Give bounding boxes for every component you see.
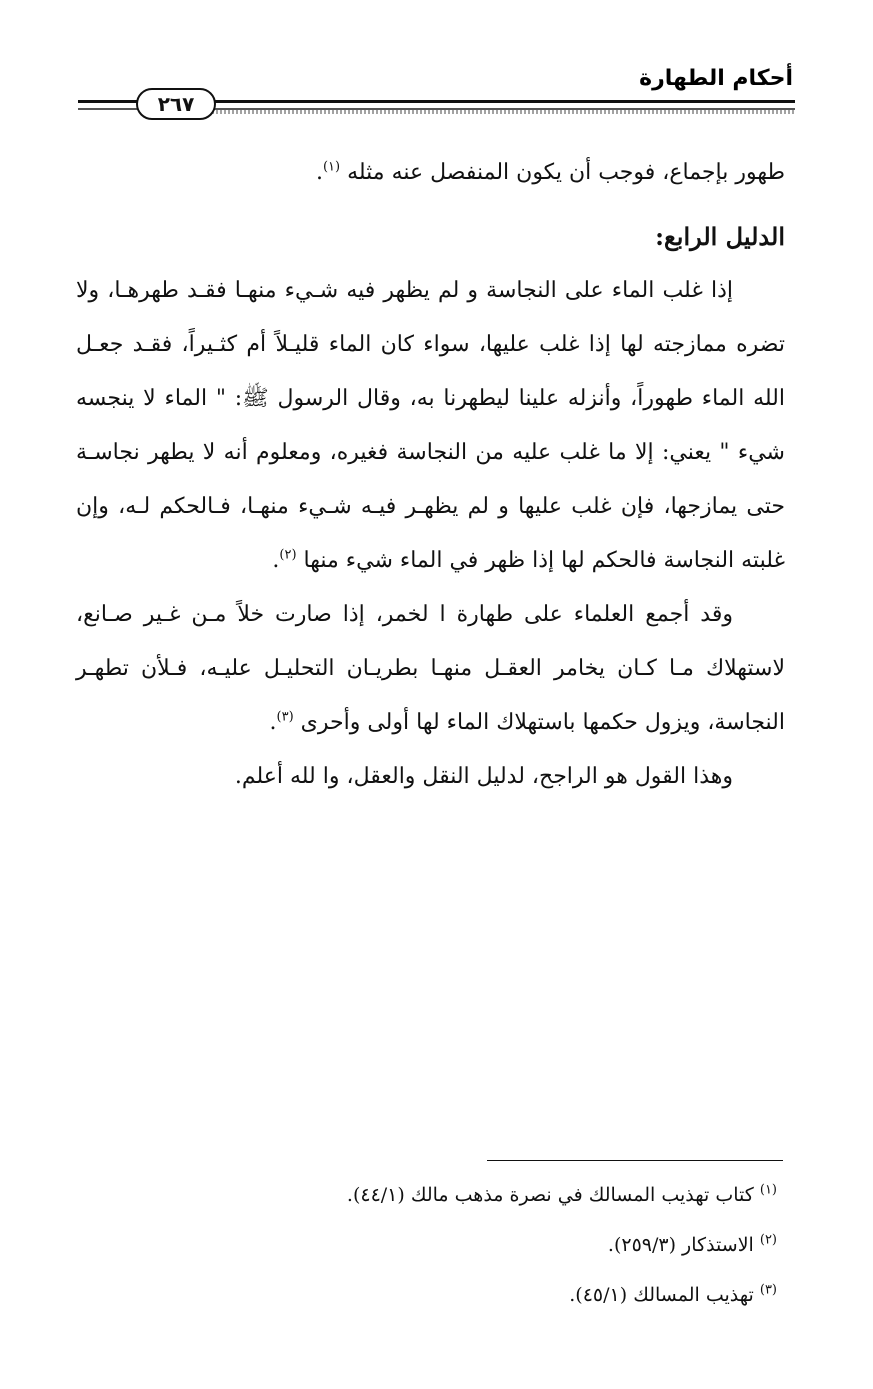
page-number: ٢٦٧ [136,88,216,120]
paragraph-2 [76,588,785,750]
footnote-3 [120,1270,777,1320]
footnote-2-marker: (٢) [759,1232,777,1248]
running-title: أحكام الطهارة [639,66,793,91]
footnote-1-marker: (١) [759,1182,777,1198]
footnote-3-marker: (٣) [759,1282,777,1298]
continuation-paragraph [76,146,785,200]
footnotes [120,1170,777,1320]
footnote-ref-1[interactable]: (١) [322,159,341,175]
paragraph-3: وهذا القول هو الراجح، لدليل النقل والعقل، وا لله أعلم. [234,764,733,789]
footnote-3-text: تهذيب المسالك (٤٥/١). [569,1284,754,1306]
continuation-text: طهور بإجماع، فوجب أن يكون المنفصل عنه مثله [347,160,785,185]
footnote-ref-2[interactable]: (٢) [279,547,297,563]
paragraph-2-text: وقد أجمع العلماء على طهارة ا لخمر، إذا صارت خلاً مـن غـير صـانع، لاستهلاك مـا كـان يخامر العقـل منهـا بطريـان التحليـل عليـه، فـلأن تطهـر النجاسة، ويزول حكمها باستهلاك الماء لها أولى وأحرى [76,602,786,735]
footnote-ref-3[interactable]: (٣) [276,709,294,725]
footnote-2-text: الاستذكار (٢٥٩/٣). [607,1234,754,1256]
paragraph-2-end: . [269,710,277,735]
main-text [76,146,785,804]
paragraph-1-text: إذا غلب الماء على النجاسة و لم يظهر فيه شـيء منهـا فقـد طهرهـا، ولا تضره ممازجته لها إذا غلب عليها، سواء كان الماء قليـلاً أم كثـيراً، فقـد جعـل الله الماء طهوراً، وأنزله علينا ليطهرنا به، وقال الرسول ﷺ: " الماء لا ينجسه شيء " يعني: إلا ما غلب عليه من النجاسة فغيره، ومعلوم أنه لا يطهر نجاسـة حتى يمازجها، فإن غلب عليها و لم يظهـر فيـه شـيء منهـا، فـالحكم لـه، وإن غلبته النجاسة فالحكم لها إذا ظهر في الماء شيء منها [76,278,785,573]
header-rule-texture [200,110,795,114]
section-heading: الدليل الرابع: [655,222,785,251]
footnote-separator [487,1160,783,1161]
paragraph-1 [76,264,785,588]
footnote-2 [120,1220,777,1270]
footnote-1-text: كتاب تهذيب المسالك في نصرة مذهب مالك (٤٤/١). [346,1184,754,1206]
footnote-1 [120,1170,777,1220]
paragraph-1-end: . [272,548,280,573]
continuation-end: . [315,160,323,185]
